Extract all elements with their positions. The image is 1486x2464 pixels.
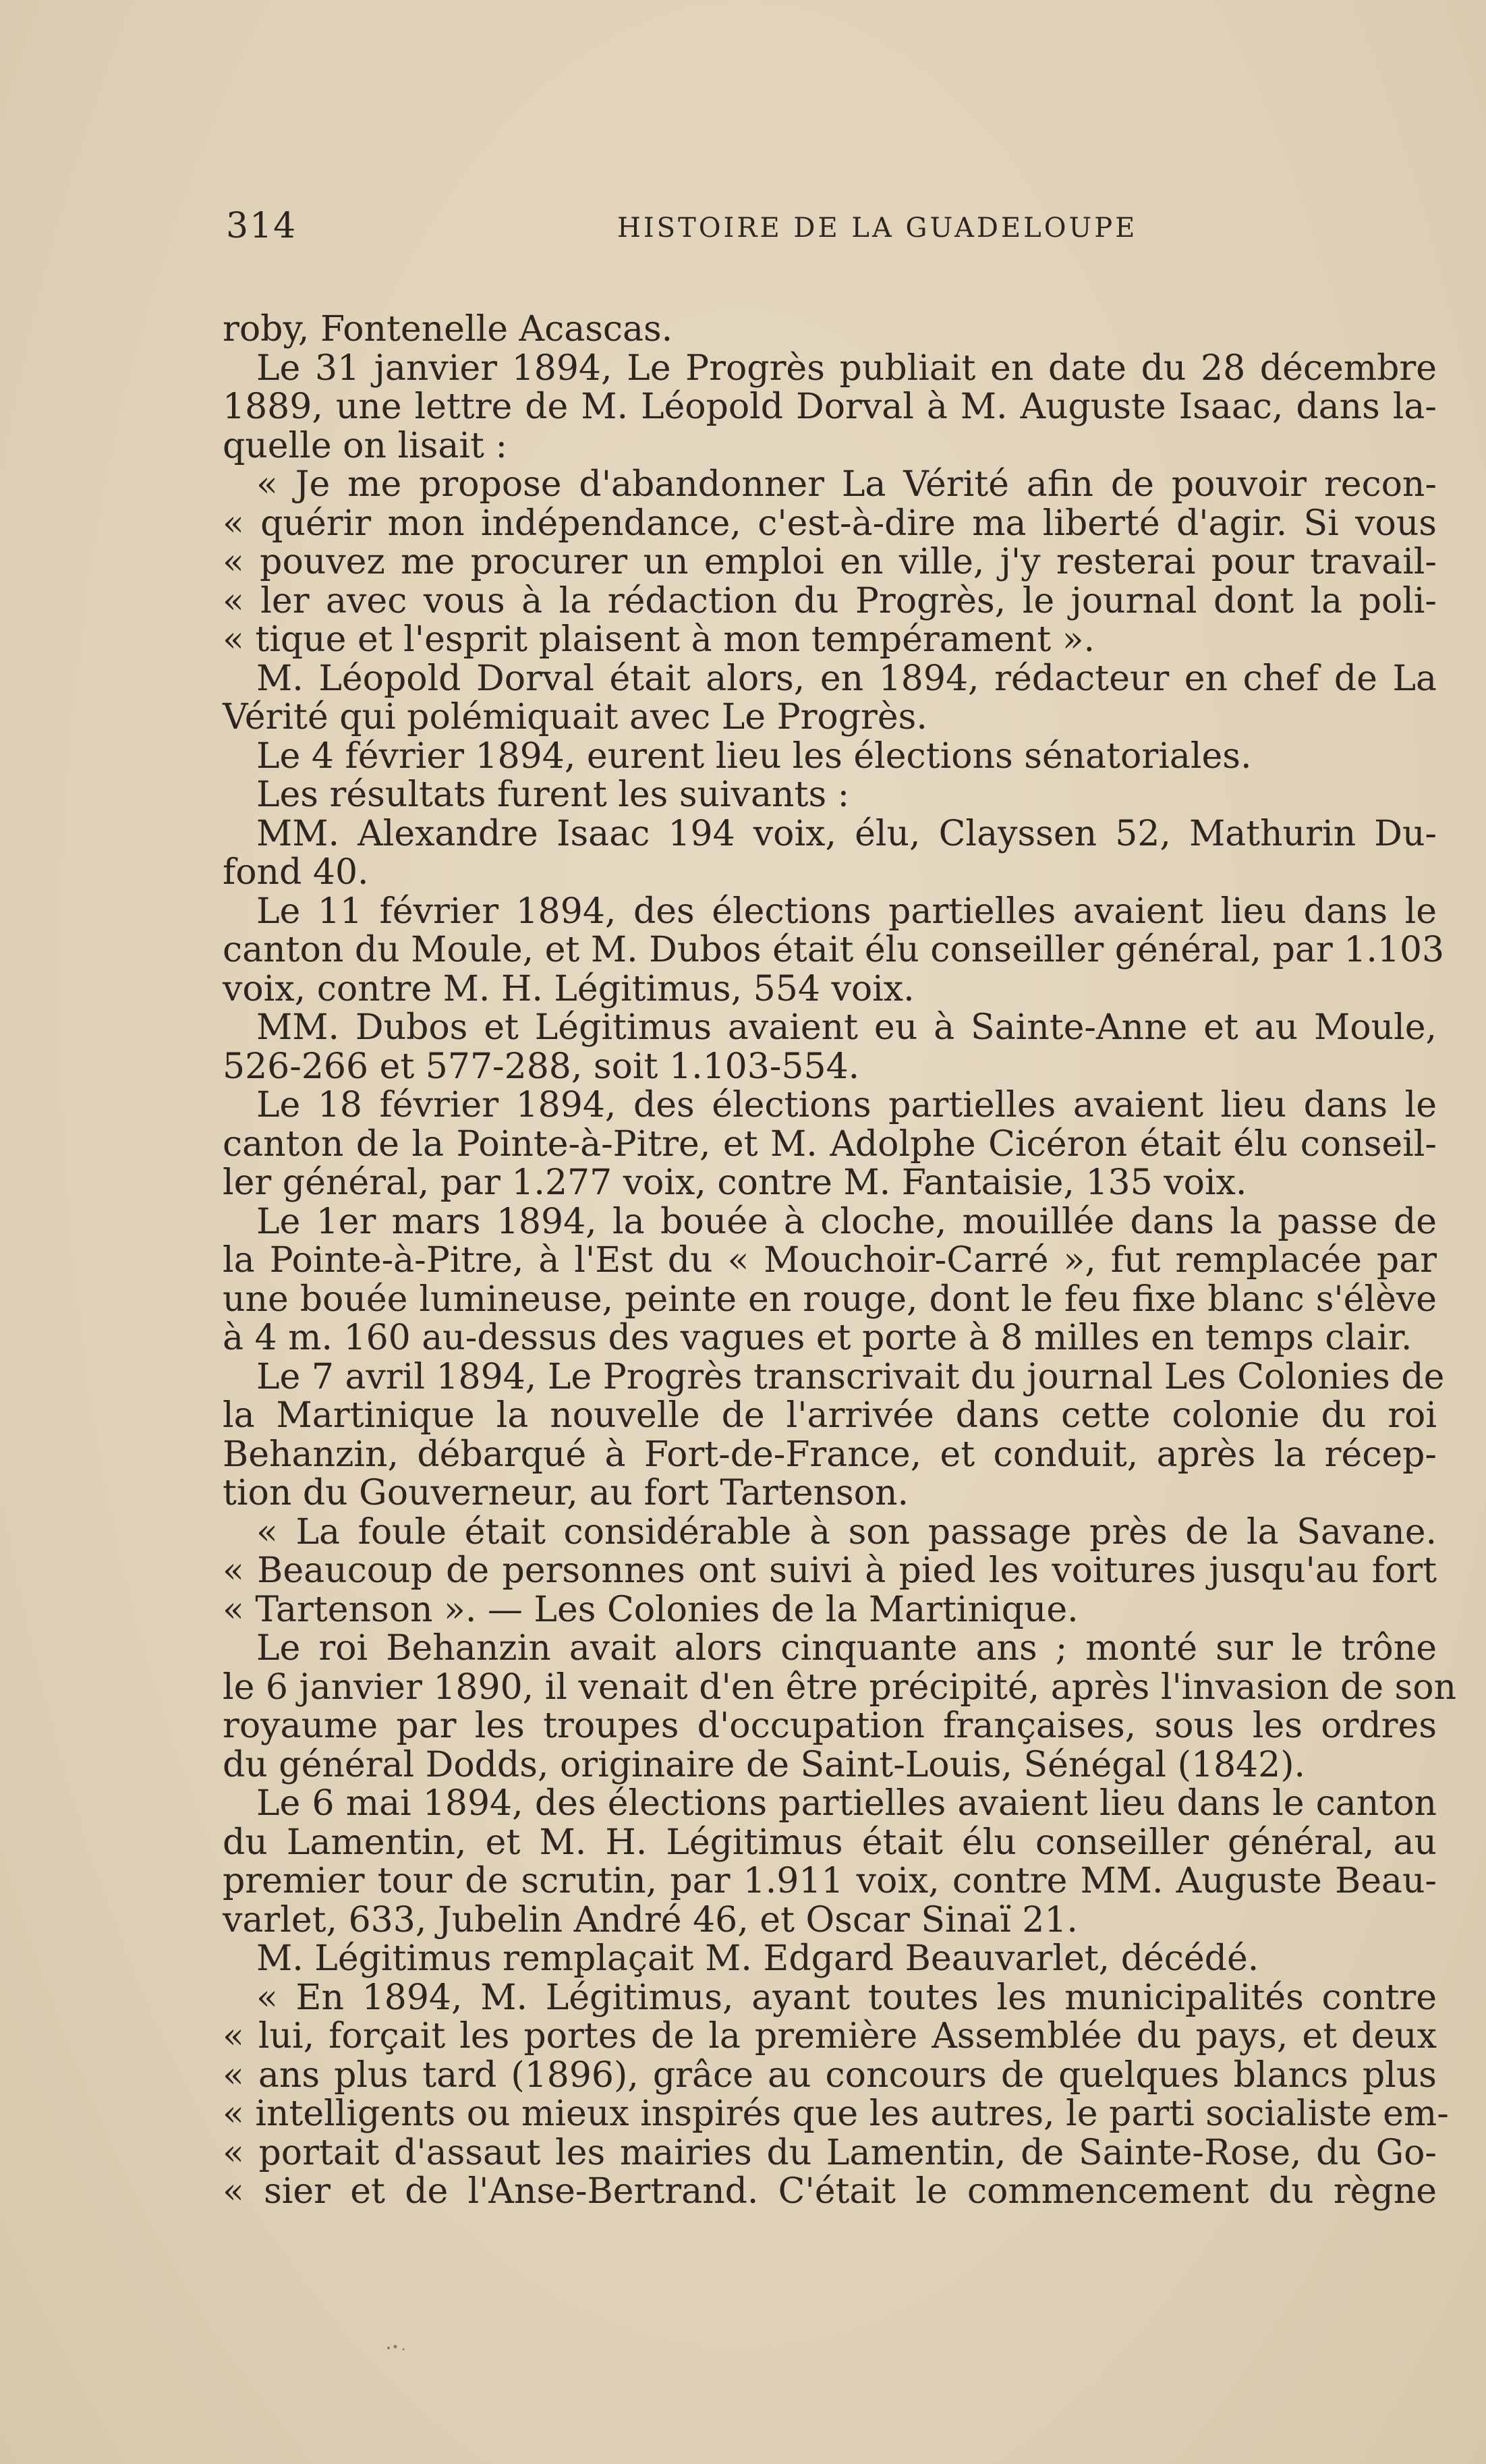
text-line: Le 4 février 1894, eurent lieu les élections sénatoriales.: [256, 735, 1252, 777]
text-line: « quérir mon indépendance, c'est-à-dire ma liberté d'agir. Si vous: [223, 503, 1437, 544]
text-line: « lui, forçait les portes de la première Assemblée du pays, et deux: [223, 2016, 1437, 2056]
text-line: Le 1er mars 1894, la bouée à cloche, mouillée dans la passe de: [256, 1201, 1437, 1242]
text-line: « intelligents ou mieux inspirés que les autres, le parti socialiste em-: [223, 2094, 1449, 2134]
page-header: [226, 206, 1218, 260]
text-line: M. Légitimus remplaçait M. Edgard Beauvarlet, décédé.: [256, 1938, 1259, 1979]
text-line: « sier et de l'Anse-Bertrand. C'était le commencement du règne: [223, 2171, 1437, 2212]
text-line: royaume par les troupes d'occupation françaises, sous les ordres: [223, 1706, 1437, 1746]
text-line: 1889, une lettre de M. Léopold Dorval à M. Auguste Isaac, dans la-: [223, 387, 1437, 427]
text-line: le 6 janvier 1890, il venait d'en être précipité, après l'invasion de son: [223, 1667, 1457, 1708]
text-line: Le 6 mai 1894, des élections partielles avaient lieu dans le canton: [256, 1783, 1437, 1824]
text-line: canton du Moule, et M. Dubos était élu conseiller général, par 1.103: [223, 930, 1445, 970]
text-line: Le 31 janvier 1894, Le Progrès publiait en date du 28 décembre: [256, 347, 1437, 389]
text-line: « Tartenson ». — Les Colonies de la Martinique.: [223, 1589, 1079, 1630]
text-line: voix, contre M. H. Légitimus, 554 voix.: [223, 968, 915, 1009]
text-line: Les résultats furent les suivants :: [256, 775, 850, 815]
text-line: une bouée lumineuse, peinte en rouge, dont le feu fixe blanc s'élève: [223, 1279, 1437, 1320]
text-line: Le 11 février 1894, des élections partielles avaient lieu dans le: [256, 891, 1437, 932]
text-line: quelle on lisait :: [223, 425, 507, 466]
text-line: MM. Alexandre Isaac 194 voix, élu, Clayssen 52, Mathurin Du-: [256, 813, 1437, 854]
text-line: « ler avec vous à la rédaction du Progrès, le journal dont la poli-: [223, 580, 1437, 621]
text-line: 526-266 et 577-288, soit 1.103-554.: [223, 1046, 860, 1087]
text-line: « pouvez me procurer un emploi en ville, j'y resterai pour travail-: [223, 542, 1437, 582]
text-line: tion du Gouverneur, au fort Tartenson.: [223, 1473, 909, 1513]
text-line: « portait d'assaut les mairies du Lamentin, de Sainte-Rose, du Go-: [223, 2132, 1437, 2173]
text-line: M. Léopold Dorval était alors, en 1894, rédacteur en chef de La: [256, 658, 1437, 699]
text-line: Le 7 avril 1894, Le Progrès transcrivait du journal Les Colonies de: [256, 1356, 1445, 1397]
text-line: premier tour de scrutin, par 1.911 voix, contre MM. Auguste Beau-: [223, 1861, 1437, 1901]
text-line: « ans plus tard (1896), grâce au concours de quelques blancs plus: [223, 2054, 1437, 2096]
text-line: Le 18 février 1894, des élections partielles avaient lieu dans le: [256, 1085, 1437, 1125]
text-line: « En 1894, M. Légitimus, ayant toutes les municipalités contre: [256, 1977, 1437, 2018]
page-number: 314: [226, 206, 297, 246]
text-line: Vérité qui polémiquait avec Le Progrès.: [223, 697, 927, 737]
text-line: Behanzin, débarqué à Fort-de-France, et conduit, après la récep-: [223, 1434, 1437, 1475]
text-line: ler général, par 1.277 voix, contre M. Fantaisie, 135 voix.: [223, 1163, 1247, 1203]
ink-specks: [384, 2341, 411, 2355]
body-text: [223, 309, 1457, 2212]
text-line: « Je me propose d'abandonner La Vérité afin de pouvoir recon-: [256, 464, 1437, 505]
text-line: du général Dodds, originaire de Saint-Louis, Sénégal (1842).: [223, 1744, 1306, 1785]
text-line: varlet, 633, Jubelin André 46, et Oscar Sinaï 21.: [223, 1899, 1078, 1940]
text-line: la Pointe-à-Pitre, à l'Est du « Mouchoir-Carré », fut remplacée par: [223, 1240, 1437, 1281]
text-line: « La foule était considérable à son passage près de la Savane.: [256, 1511, 1437, 1552]
text-line: « tique et l'esprit plaisent à mon tempérament ».: [223, 619, 1095, 660]
text-line: canton de la Pointe-à-Pitre, et M. Adolphe Cicéron était élu conseil-: [223, 1123, 1437, 1165]
text-line: MM. Dubos et Légitimus avaient eu à Sainte-Anne et au Moule,: [256, 1007, 1437, 1048]
text-line: du Lamentin, et M. H. Légitimus était élu conseiller général, au: [223, 1822, 1437, 1863]
text-line: Le roi Behanzin avait alors cinquante ans ; monté sur le trône: [256, 1628, 1437, 1669]
text-line: roby, Fontenelle Acascas.: [223, 309, 673, 349]
running-title: HISTOIRE DE LA GUADELOUPE: [617, 213, 1138, 244]
text-line: « Beaucoup de personnes ont suivi à pied les voitures jusqu'au fort: [223, 1550, 1437, 1591]
text-line: la Martinique la nouvelle de l'arrivée dans cette colonie du roi: [223, 1395, 1437, 1436]
text-line: à 4 m. 160 au-dessus des vagues et porte à 8 milles en temps clair.: [223, 1318, 1412, 1358]
text-line: fond 40.: [223, 852, 369, 893]
